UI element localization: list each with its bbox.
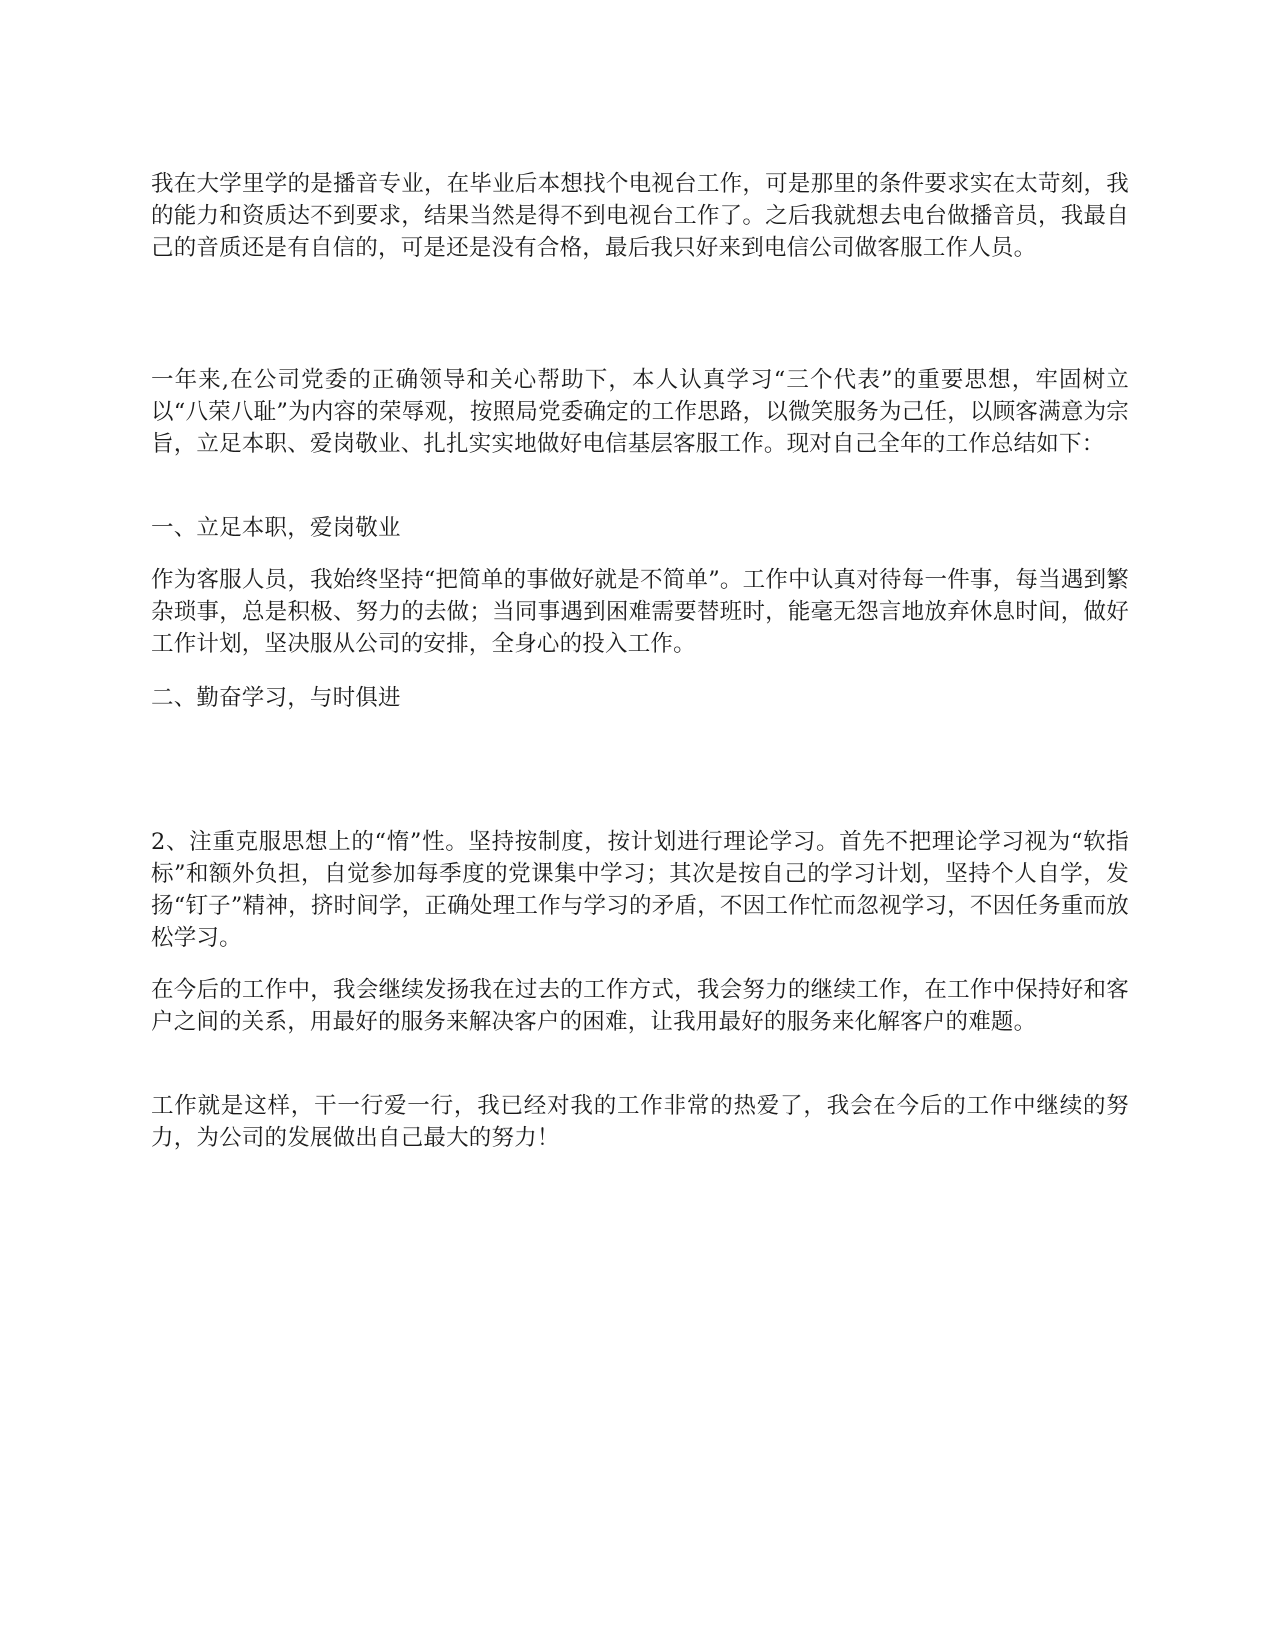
section-heading-1: 一、立足本职，爱岗敬业 [151,515,401,541]
paragraph-section-1-body: 作为客服人员，我始终坚持“把简单的事做好就是不简单”。工作中认真对待每一件事，每当遇到繁杂琐事，总是积极、努力的去做；当同事遇到困难需要替班时，能毫无怨言地放弃休息时间，做好工作计划，坚决服从公司的安排，全身心的投入工作。 [151,567,1129,657]
paragraph-career-background: 我在大学里学的是播音专业，在毕业后本想找个电视台工作，可是那里的条件要求实在太苛刻，我的能力和资质达不到要求，结果当然是得不到电视台工作了。之后我就想去电台做播音员，我最自己的音质还是有自信的，可是还是没有合格，最后我只好来到电信公司做客服工作人员。 [151,171,1129,261]
paragraph-conclusion: 工作就是这样，干一行爱一行，我已经对我的工作非常的热爱了，我会在今后的工作中继续的努力，为公司的发展做出自己最大的努力！ [151,1093,1129,1151]
section-heading-2: 二、勤奋学习，与时俱进 [151,685,401,711]
paragraph-study-item-2: 2、注重克服思想上的“惰”性。坚持按制度，按计划进行理论学习。首先不把理论学习视为“软指标”和额外负担，自觉参加每季度的党课集中学习；其次是按自己的学习计划，坚持个人自学，发扬“钉子”精神，挤时间学，正确处理工作与学习的矛盾，不因工作忙而忽视学习，不因任务重而放松学习。 [151,829,1129,951]
paragraph-future-plan: 在今后的工作中，我会继续发扬我在过去的工作方式，我会努力的继续工作，在工作中保持好和客户之间的关系，用最好的服务来解决客户的困难，让我用最好的服务来化解客户的难题。 [151,977,1129,1035]
paragraph-annual-intro: 一年来,在公司党委的正确领导和关心帮助下，本人认真学习“三个代表”的重要思想，牢固树立以“八荣八耻”为内容的荣辱观，按照局党委确定的工作思路，以微笑服务为己任，以顾客满意为宗旨，立足本职、爱岗敬业、扎扎实实地做好电信基层客服工作。现对自己全年的工作总结如下： [151,367,1129,457]
